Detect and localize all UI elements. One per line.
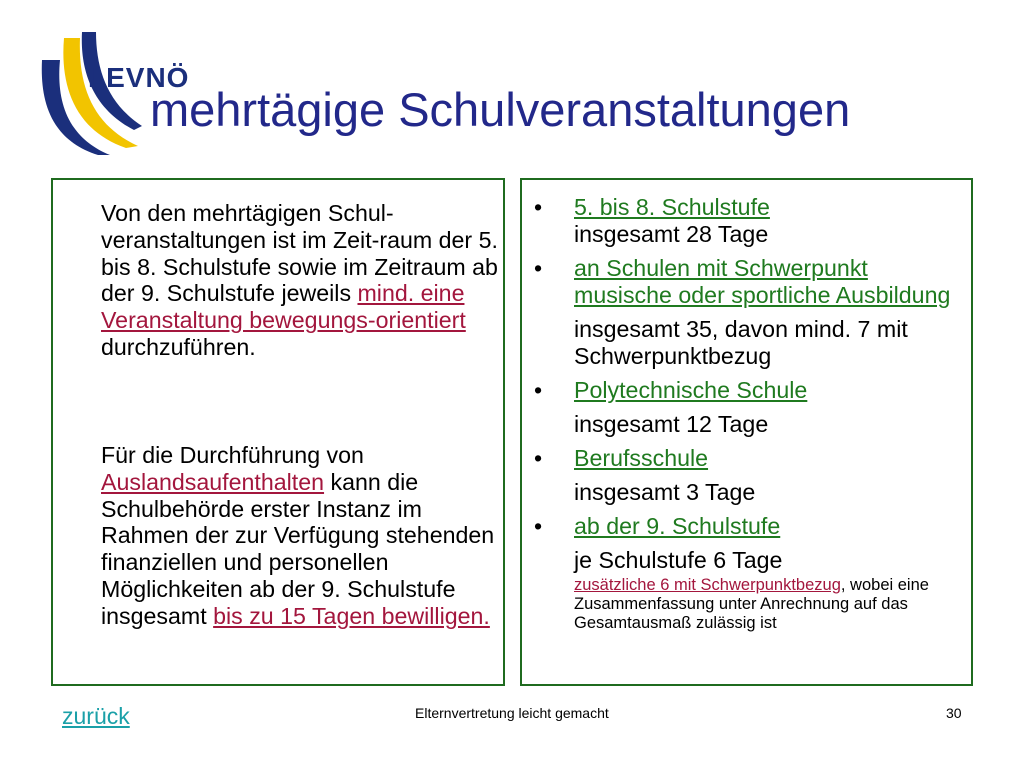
list-item-detail: insgesamt 28 Tage — [574, 221, 769, 247]
footer-title: Elternvertretung leicht gemacht — [415, 705, 609, 721]
link-schwerpunktbezug[interactable]: zusätzliche 6 mit Schwerpunktbezug — [574, 576, 841, 594]
bullet-icon: • — [534, 513, 543, 539]
list-item-detail: insgesamt 35, davon mind. 7 mit Schwerpunktbezug — [574, 316, 908, 369]
link-15-tage[interactable]: bis zu 15 Tagen bewilligen. — [213, 602, 490, 629]
link-bewegungsorientiert[interactable]: mind. eine Veranstaltung bewegungs-orientiert — [101, 280, 466, 334]
bullet-icon: • — [534, 194, 543, 220]
link-polytechnische-schule[interactable]: Polytechnische Schule — [574, 377, 808, 403]
bullet-icon: • — [534, 445, 543, 471]
p1-text-end: durchzuführen. — [101, 333, 256, 360]
page-title: mehrtägige Schulveranstaltungen — [150, 83, 851, 136]
page-number: 30 — [946, 705, 962, 721]
list-item — [522, 513, 962, 540]
p2-text-middle: kann die Schulbehörde erster Instanz im Rahmen der zur Verfügung stehenden finanziellen und personellen Möglichkeiten ab der 9. Schulstufe insgesamt — [101, 468, 495, 629]
list-item — [522, 194, 962, 221]
list-item-detail: insgesamt 12 Tage — [574, 411, 769, 437]
schulstufen-list — [522, 194, 962, 633]
link-schwerpunktschulen[interactable]: an Schulen mit Schwerpunkt musische oder sportliche Ausbildung — [574, 255, 951, 308]
paragraph-ausland — [101, 442, 501, 630]
note-text: , wobei eine Zusammenfassung unter Anrechnung auf das Gesamtausmaß zulässig ist — [574, 576, 929, 632]
link-auslandsaufenthalten[interactable]: Auslandsaufenthalten — [101, 468, 325, 495]
link-5-bis-8-schulstufe[interactable]: 5. bis 8. Schulstufe — [574, 194, 770, 220]
p2-text-start: Für die Durchführung von — [101, 442, 364, 468]
link-ab-9-schulstufe[interactable]: ab der 9. Schulstufe — [574, 513, 781, 539]
list-item — [522, 255, 962, 309]
left-panel — [51, 178, 505, 686]
additional-note — [522, 576, 962, 633]
link-berufsschule[interactable]: Berufsschule — [574, 445, 709, 471]
bullet-icon: • — [534, 377, 543, 403]
bullet-icon: • — [534, 255, 543, 281]
list-item — [522, 377, 962, 404]
right-panel — [520, 178, 973, 686]
list-item-detail: insgesamt 3 Tage — [574, 479, 756, 505]
p1-text-start: Von den mehrtägigen Schul-veranstaltungen ist im Zeit-raum der 5. bis 8. Schulstufe sowie im Zeitraum ab der 9. Schulstufe jeweils — [101, 200, 498, 307]
list-item — [522, 445, 962, 472]
back-link[interactable]: zurück — [62, 703, 130, 729]
paragraph-mindestens — [101, 200, 501, 361]
list-item-detail: je Schulstufe 6 Tage — [574, 547, 783, 573]
logo-text: LEVNÖ — [88, 62, 190, 93]
